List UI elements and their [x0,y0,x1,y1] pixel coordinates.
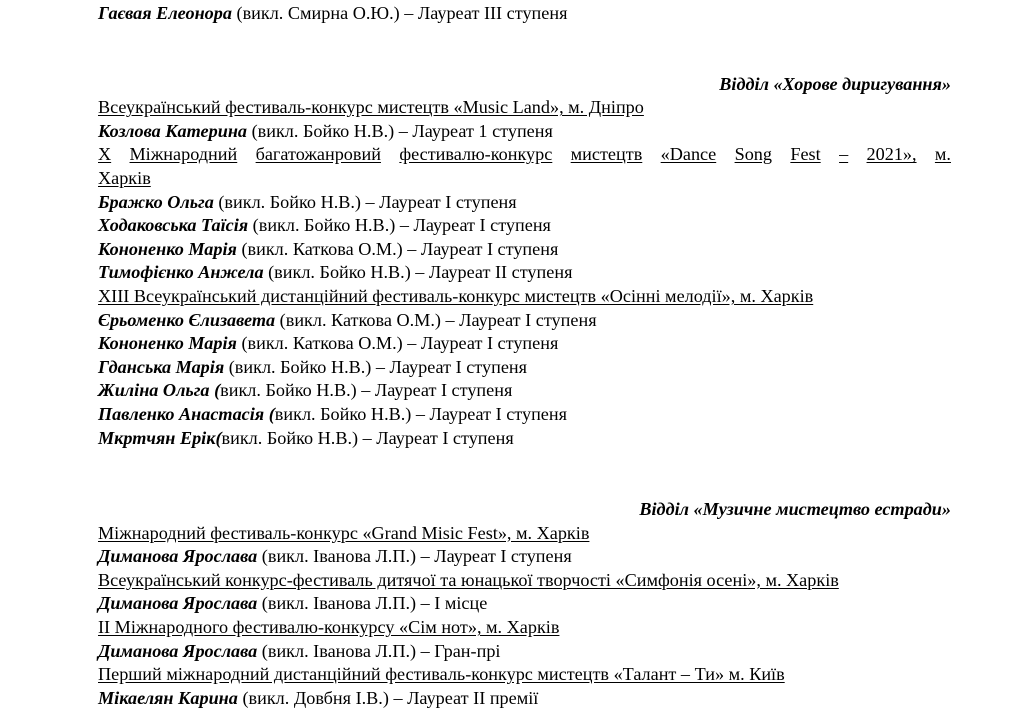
award-entry [98,309,951,333]
award-entry [98,403,951,427]
award-entry [98,2,951,26]
entry-details: (викл. Іванова Л.П.) – І місце [257,593,488,614]
award-entry [98,120,951,144]
entry-details: (викл. Бойко Н.В.) – Лауреат І ступеня [248,215,551,236]
festival-word: мистецтв [570,144,643,165]
entry-details: викл. Бойко Н.В.) – Лауреат І ступеня [220,380,513,401]
entry-details: викл. Бойко Н.В.) – Лауреат І ступеня [274,403,567,424]
entry-details: (викл. Іванова Л.П.) – Лауреат І ступеня [257,546,572,567]
festival-word: фестивалю-конкурс [399,144,553,165]
festival-word: багатожанровий [255,144,381,165]
festival-word: м. [934,144,951,165]
entry-details: (викл. Довбня І.В.) – Лауреат ІІ премії [237,687,539,708]
student-name: Диманова Ярослава [98,546,258,567]
entry-details: (викл. Бойко Н.В.) – Лауреат І ступеня [224,356,527,377]
festival-word: «Dance [660,144,717,165]
entry-details: (викл. Бойко Н.В.) – Лауреат І ступеня [213,191,517,212]
festival-word: Song [734,144,772,165]
student-name: Гданська Марія [98,356,225,377]
award-entry [98,261,951,285]
award-entry [98,191,951,215]
student-name: Кононенко Марія [98,333,237,354]
award-entry [98,592,951,616]
student-name: Павленко Анастасія ( [98,403,275,424]
student-name: Козлова Катерина [98,120,248,141]
festival-title: Перший міжнародний дистанційний фестиваль-конкурс мистецтв «Талант – Ти» м. Київ [98,664,785,685]
festival-word: Міжнародний [129,144,238,165]
festival-title: ХІІІ Всеукраїнський дистанційний фестиваль-конкурс мистецтв «Осінні мелодії», м. Харків [98,285,814,306]
student-name: Єрьоменко Єлизавета [98,309,276,330]
entry-details: (викл. Каткова О.М.) – Лауреат І ступеня [236,333,559,354]
award-entry [98,238,951,262]
award-entry [98,640,951,664]
department-heading: Відділ «Хорове диригування» [719,73,951,94]
student-name: Гаєвая Елеонора [98,3,232,23]
student-name: Мкртчян Ерік( [98,427,222,448]
festival-title-line1 [98,143,951,167]
entry-details: (викл. Бойко Н.В.) – Лауреат 1 ступеня [247,120,553,141]
student-name: Кононенко Марія [98,238,237,259]
festival-title: Всеукраїнський фестиваль-конкурс мистецтв «Music Land», м. Дніпро [98,97,644,118]
student-name: Диманова Ярослава [98,640,258,661]
student-name: Мікаелян Карина [98,687,238,708]
department-heading: Відділ «Музичне мистецтво естради» [639,499,951,520]
document-page [98,2,951,710]
entry-details: викл. Бойко Н.В.) – Лауреат І ступеня [221,427,514,448]
entry-details: (викл. Бойко Н.В.) – Лауреат ІІ ступеня [263,262,573,283]
festival-word: – [839,144,849,165]
award-entry [98,332,951,356]
award-entry [98,356,951,380]
entry-details: (викл. Каткова О.М.) – Лауреат І ступеня [236,238,559,259]
award-entry [98,545,951,569]
entry-details: (викл. Іванова Л.П.) – Гран-прі [257,640,501,661]
entry-details: (викл. Каткова О.М.) – Лауреат І ступеня [275,309,597,330]
festival-word: Х [98,144,112,165]
student-name: Ходаковська Таїсія [98,215,249,236]
festival-title: ІІ Міжнародного фестивалю-конкурсу «Сім нот», м. Харків [98,617,560,638]
award-entry [98,214,951,238]
award-entry [98,427,951,451]
student-name: Бражко Ольга [98,191,214,212]
festival-title: Міжнародний фестиваль-конкурс «Grand Misic Fest», м. Харків [98,522,590,543]
award-entry [98,379,951,403]
student-name: Тимофієнко Анжела [98,262,264,283]
spacer [98,450,951,498]
festival-title-line2: Харків [98,167,151,188]
student-name: Жиліна Ольга ( [98,380,221,401]
festival-word: 2021», [866,144,917,165]
festival-word: Fest [790,144,821,165]
festival-title: Всеукраїнський конкурс-фестиваль дитячої та юнацької творчості «Симфонія осені», м. Харків [98,569,839,590]
award-entry [98,687,951,711]
entry-details: (викл. Смирна О.Ю.) – Лауреат ІІІ ступеня [231,3,568,23]
student-name: Диманова Ярослава [98,593,258,614]
spacer [98,26,951,73]
